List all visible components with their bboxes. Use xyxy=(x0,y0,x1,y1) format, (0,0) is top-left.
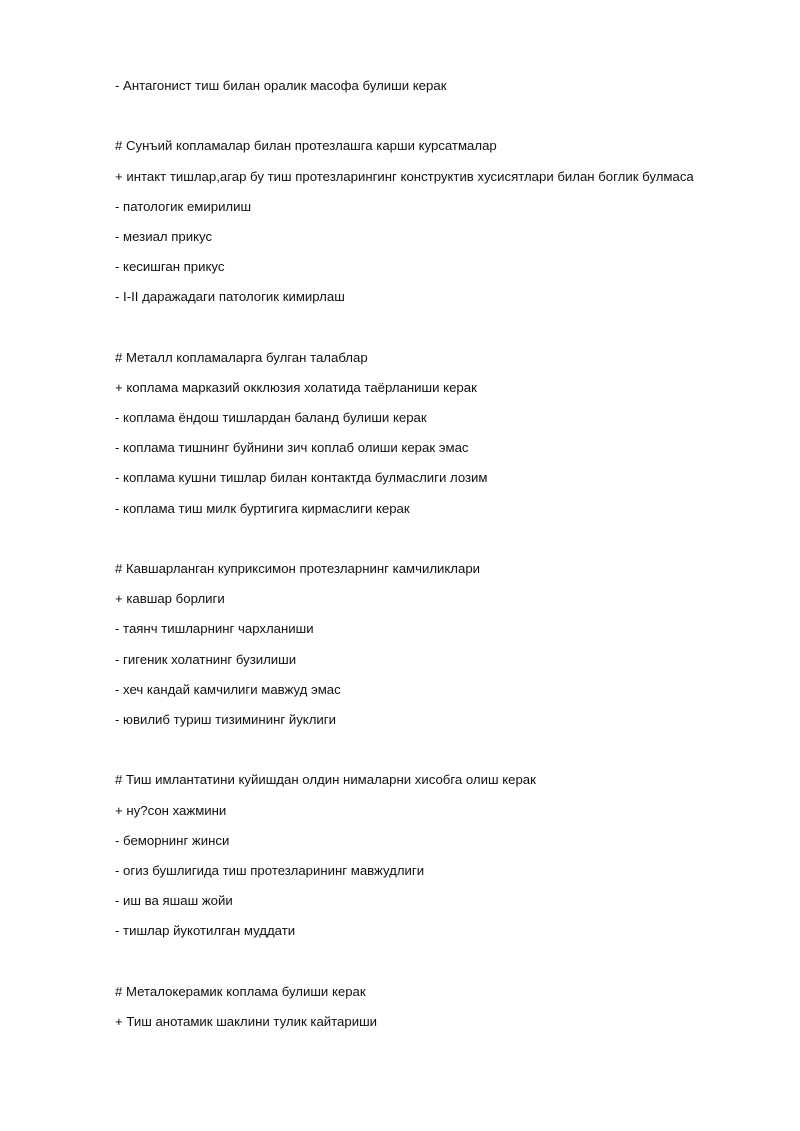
correct-answer: + интакт тишлар,агар бу тиш протезларингинг конструктив хусисятлари билан боглик булмаса xyxy=(115,168,694,184)
correct-answer: + кавшар борлиги xyxy=(115,591,225,607)
answer-option: - тишлар йукотилган муддати xyxy=(115,923,296,939)
answer-option: - таянч тишларнинг чархланиши xyxy=(115,621,314,637)
answer-option: - ювилиб туриш тизимининг йуклиги xyxy=(115,711,336,727)
block-gap xyxy=(115,318,755,348)
question-heading: # Металл копламаларга булган талаблар xyxy=(115,349,368,365)
question-block-4 xyxy=(115,770,755,941)
correct-answer: + коплама марказий окклюзия холатида таёрланиши керак xyxy=(115,379,477,395)
question-block-5 xyxy=(115,982,755,1032)
answer-option: - огиз бушлигида тиш протезларининг мавжудлиги xyxy=(115,862,425,878)
correct-answer: + Тиш анотамик шаклини тулик кайтариши xyxy=(115,1013,378,1029)
question-heading: # Металокерамик коплама булиши керак xyxy=(115,983,366,999)
question-heading: # Кавшарланган куприксимон протезларнинг камчиликлари xyxy=(115,561,481,576)
answer-option: - беморнинг жинси xyxy=(115,832,230,848)
answer-option: - хеч кандай камчилиги мавжуд эмас xyxy=(115,681,341,697)
correct-answer: + ну?сон хажмини xyxy=(115,802,227,818)
answer-option: - кесишган прикус xyxy=(115,259,225,275)
answer-option: - гигеник холатнинг бузилиши xyxy=(115,651,297,667)
answer-option: - коплама кушни тишлар билан контактда булмаслиги лозим xyxy=(115,470,488,486)
answer-option: - коплама ёндош тишлардан баланд булиши керак xyxy=(115,410,427,426)
answer-option: - коплама тишнинг буйнини зич коплаб олиши керак эмас xyxy=(115,440,469,456)
question-block-1 xyxy=(115,136,755,307)
answer-option: - I-II даражадаги патологик кимирлаш xyxy=(115,289,345,305)
answer-option: - патологик емирилиш xyxy=(115,198,252,214)
block-gap xyxy=(115,951,755,981)
question-heading: # Сунъий копламалар билан протезлашга карши курсатмалар xyxy=(115,138,497,154)
block-gap xyxy=(115,106,755,136)
block-gap xyxy=(115,740,755,770)
block-gap xyxy=(115,529,755,559)
question-block-3 xyxy=(115,559,755,730)
answer-option: - иш ва яшаш жойи xyxy=(115,893,233,909)
answer-block-0 xyxy=(115,76,755,96)
question-block-2 xyxy=(115,348,755,519)
question-heading: # Тиш имлантатини куйишдан олдин нималарни хисобга олиш керак xyxy=(115,772,536,788)
answer-option: - мезиал прикус xyxy=(115,228,213,244)
answer-option: - Антагонист тиш билан оралик масофа булиши керак xyxy=(115,78,447,93)
answer-option: - коплама тиш милк буртигига кирмаслиги керак xyxy=(115,500,410,516)
document-body xyxy=(115,76,755,1042)
